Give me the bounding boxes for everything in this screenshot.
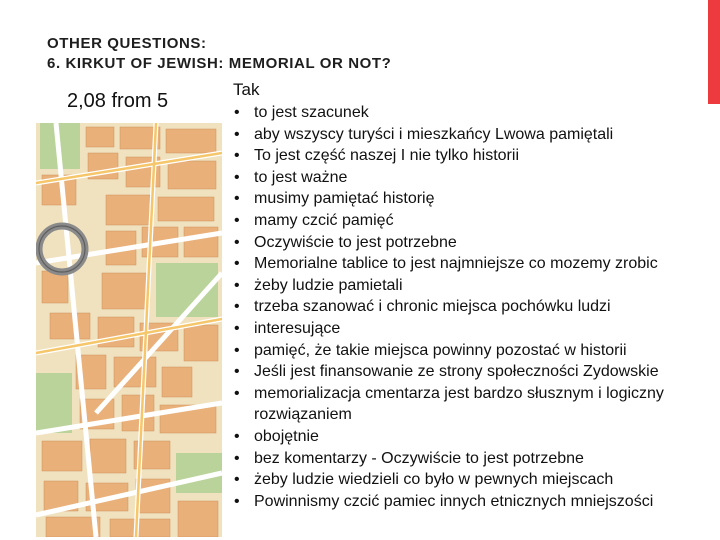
list-item: • to jest ważne: [233, 167, 709, 189]
city-map-image: [36, 123, 222, 537]
accent-bar: [708, 0, 720, 104]
answers-list: [233, 102, 709, 512]
list-item: • trzeba szanować i chronic miejsca pochówku ludzi: [233, 296, 709, 318]
list-item: • aby wszyscy turyści i mieszkańcy Lwowa pamiętali: [233, 124, 709, 146]
list-item: • Oczywiście to jest potrzebne: [233, 232, 709, 254]
title-line-1: OTHER QUESTIONS:: [47, 35, 207, 52]
list-item: • Memorialne tablice to jest najmniejsze co mozemy zrobic: [233, 253, 709, 275]
list-item: • To jest część naszej I nie tylko historii: [233, 145, 709, 167]
list-item: • to jest szacunek: [233, 102, 709, 124]
list-item: • Jeśli jest finansowanie ze strony społeczności Zydowskie: [233, 361, 709, 383]
score-value: 2,08 from 5: [67, 90, 169, 112]
title-line-2: 6. KIRKUT OF JEWISH: MEMORIAL OR NOT?: [47, 55, 392, 72]
list-item: • mamy czcić pamięć: [233, 210, 709, 232]
answers-heading: Tak: [233, 80, 260, 99]
list-item: • żeby ludzie pamietali: [233, 275, 709, 297]
list-item: • pamięć, że takie miejsca powinny pozostać w historii: [233, 340, 709, 362]
list-item: • bez komentarzy - Oczywiście to jest potrzebne: [233, 448, 709, 470]
list-item: • Powinnismy czcić pamiec innych etnicznych mniejszości: [233, 491, 709, 513]
list-item: • obojętnie: [233, 426, 709, 448]
list-item: • musimy pamiętać historię: [233, 188, 709, 210]
list-item: • memorializacja cmentarza jest bardzo słusznym i logiczny rozwiązaniem: [233, 383, 709, 426]
list-item: • interesujące: [233, 318, 709, 340]
slide-title: [47, 34, 477, 74]
list-item: • żeby ludzie wiedzieli co było w pewnych miejscach: [233, 469, 709, 491]
